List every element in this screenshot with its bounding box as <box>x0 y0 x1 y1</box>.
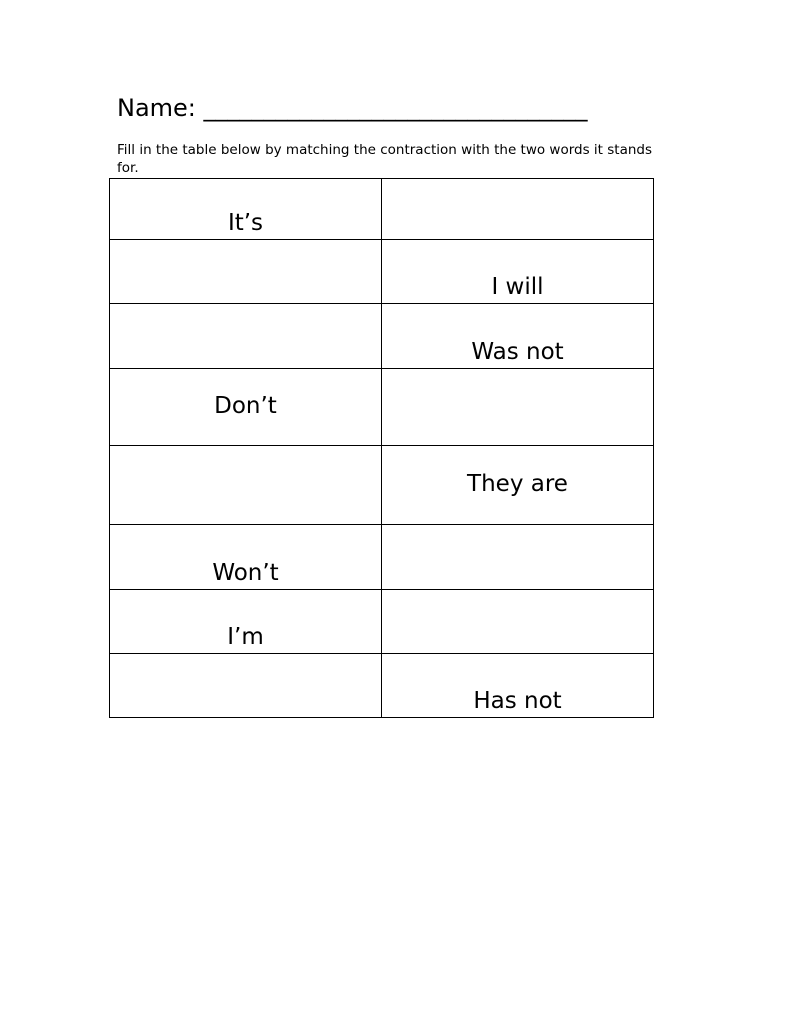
name-field-label: Name: ________________________________ <box>117 94 588 122</box>
table-row <box>110 369 654 446</box>
contraction-cell <box>110 590 382 654</box>
words-text: I will <box>491 274 544 300</box>
table-row <box>110 179 654 240</box>
contraction-text <box>110 715 381 717</box>
contraction-matching-table <box>109 178 654 718</box>
contraction-text: Won’t <box>212 560 279 586</box>
words-text: Has not <box>473 688 562 714</box>
words-cell <box>382 369 654 446</box>
contraction-text: Don’t <box>214 393 277 419</box>
table-row <box>110 446 654 525</box>
contraction-cell <box>110 179 382 240</box>
contraction-cell <box>110 446 382 525</box>
words-cell <box>382 654 654 718</box>
contraction-text: I’m <box>227 624 264 650</box>
words-cell <box>382 525 654 590</box>
words-text: Was not <box>471 339 564 365</box>
table-row <box>110 590 654 654</box>
contraction-cell <box>110 525 382 590</box>
instructions-text: Fill in the table below by matching the contraction with the two words it stands for. <box>117 142 653 176</box>
contraction-cell <box>110 369 382 446</box>
table-row <box>110 240 654 304</box>
table-row <box>110 525 654 590</box>
contraction-cell <box>110 654 382 718</box>
table-row <box>110 304 654 369</box>
words-text: They are <box>467 471 568 497</box>
table-row <box>110 654 654 718</box>
contraction-text: It’s <box>227 210 264 236</box>
words-cell <box>382 590 654 654</box>
words-cell <box>382 179 654 240</box>
words-cell <box>382 304 654 369</box>
contraction-cell <box>110 304 382 369</box>
contraction-cell <box>110 240 382 304</box>
words-cell <box>382 240 654 304</box>
words-cell <box>382 446 654 525</box>
